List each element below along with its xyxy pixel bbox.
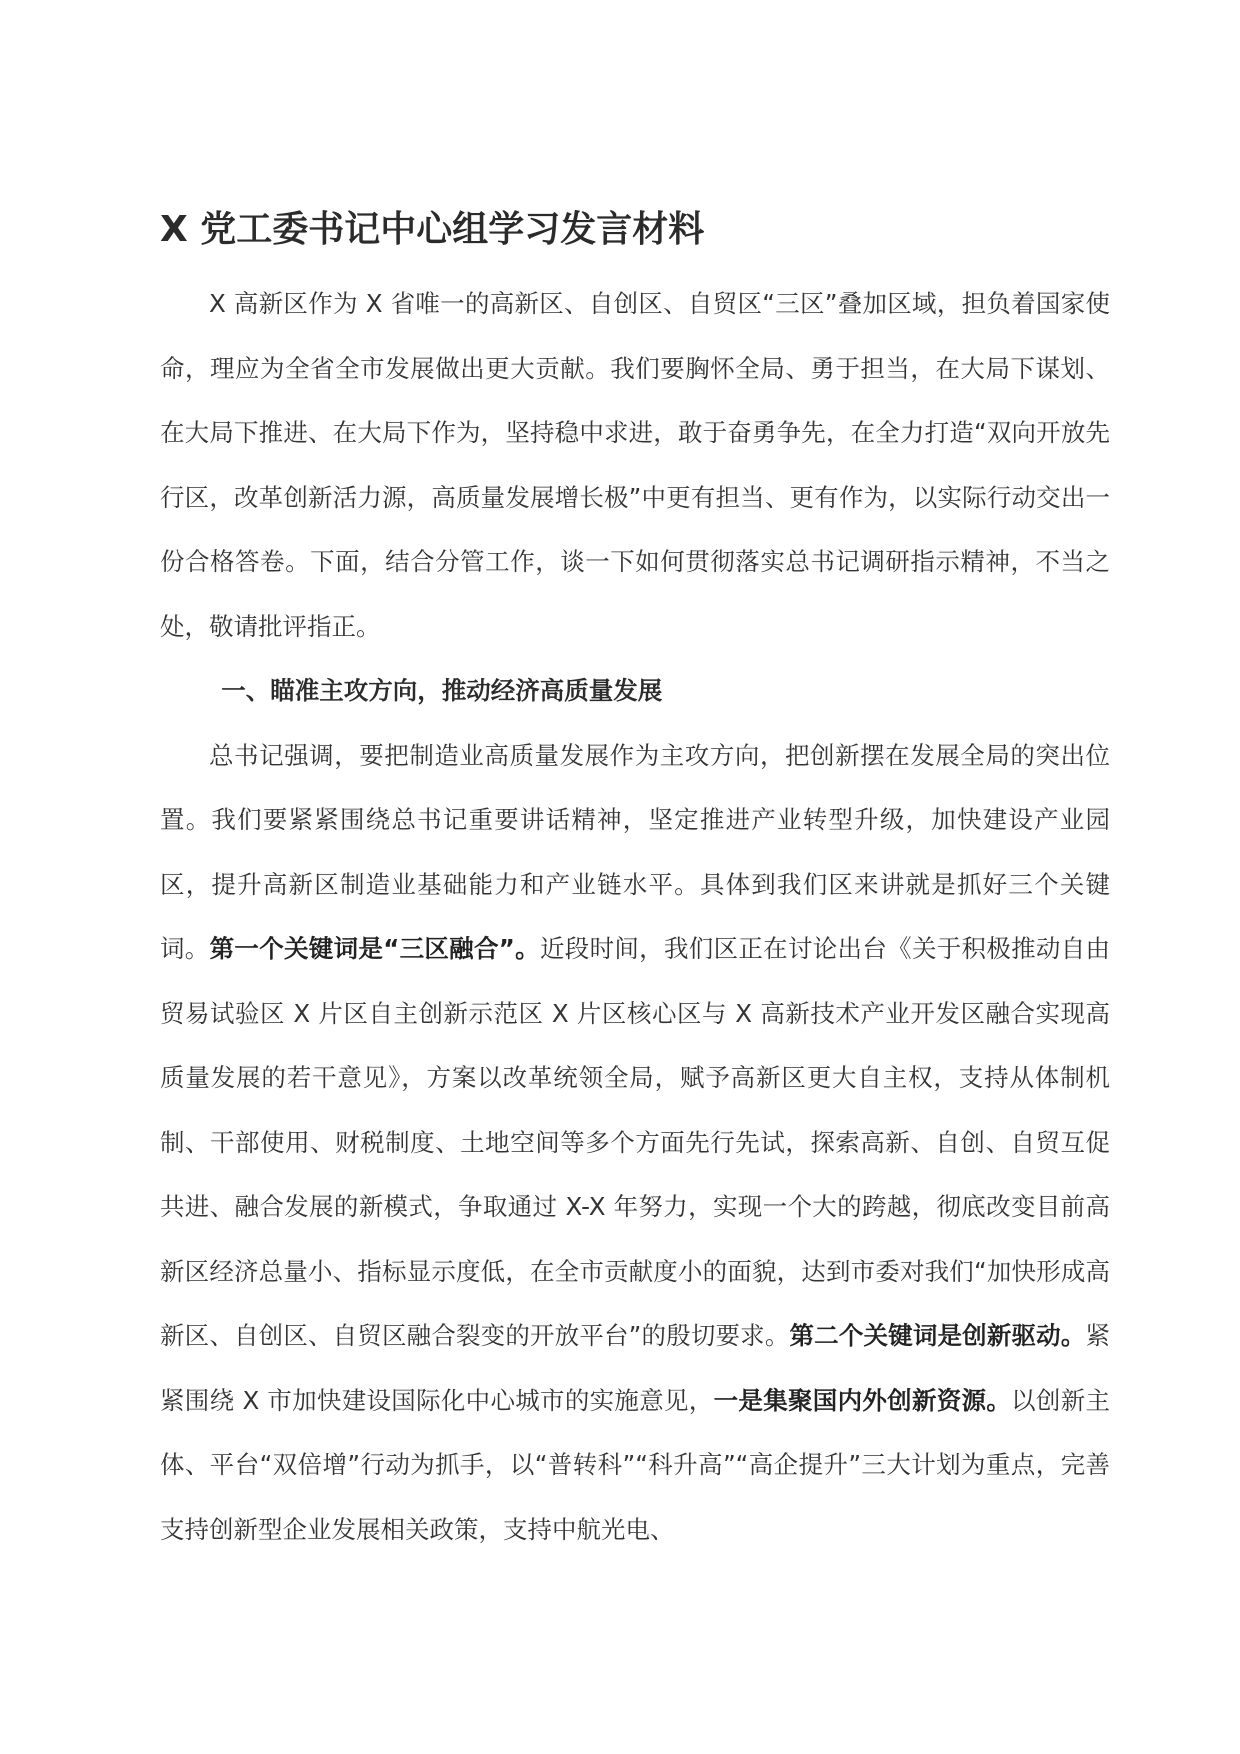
intro-paragraph: X 高新区作为 X 省唯一的高新区、自创区、自贸区“三区”叠加区域，担负着国家使命，理应为全省全市发展做出更大贡献。我们要胸怀全局、勇于担当，在大局下谋划、在大局下推进、在大局下作为，坚持稳中求进，敢于奋勇争先，在全力打造“双向开放先行区，改革创新活力源，高质量发展增长极”中更有担当、更有作为，以实际行动交出一份合格答卷。下面，结合分管工作，谈一下如何贯彻落实总书记调研指示精神，不当之处，敬请批评指正。 — [160, 289, 1110, 641]
body-text: 近段时间，我们区正在讨论出台《关于积极推动自由贸易试验区 X 片区自主创新示范区 X 片区核心区与 X 高新技术产业开发区融合实现高质量发展的若干意见》，方案以改革统领全局，赋予高新区更大自主权，支持从体制机制、干部使用、财税制度、土地空间等多个方面先行先试，探索高新、自创、自贸互促共进、融合发展的新模式，争取通过 X-X 年努力，实现一个大的跨越，彻底改变目前高新区经济总量小、指标显示度低，在全市贡献度小的面貌，达到市委对我们“加快形成高新区、自创区、自贸区融合裂变的开放平台”的殷切要求。 — [160, 934, 1111, 1350]
bold-point-one: 一是集聚国内外创新资源。 — [713, 1385, 1012, 1415]
document-title: X 党工委书记中心组学习发言材料 — [160, 209, 705, 250]
body-text: 紧紧围绕 X 市加快建设国际化中心城市的实施意见， — [160, 1321, 1110, 1415]
section-paragraph — [160, 724, 1110, 1563]
body-text: 总书记强调，要把制造业高质量发展作为主攻方向，把创新摆在发展全局的突出位置。我们要紧紧围绕总书记重要讲话精神，坚定推进产业转型升级，加快建设产业园区，提升高新区制造业基础能力和产业链水平。具体到我们区来讲就是抓好三个关键词。 — [160, 740, 1110, 963]
section-heading: 一、瞄准主攻方向，推动经济高质量发展 — [221, 676, 663, 705]
document-page — [160, 200, 1110, 1562]
body-text: 以创新主体、平台“双倍增”行动为抓手，以“普转科”“科升高”“高企提升”三大计划为重点，完善支持创新型企业发展相关政策，支持中航光电、 — [160, 1385, 1111, 1544]
bold-keyword-two: 第二个关键词是创新驱动。 — [789, 1321, 1086, 1350]
bold-keyword-one: 第一个关键词是“三区融合”。 — [209, 934, 540, 963]
